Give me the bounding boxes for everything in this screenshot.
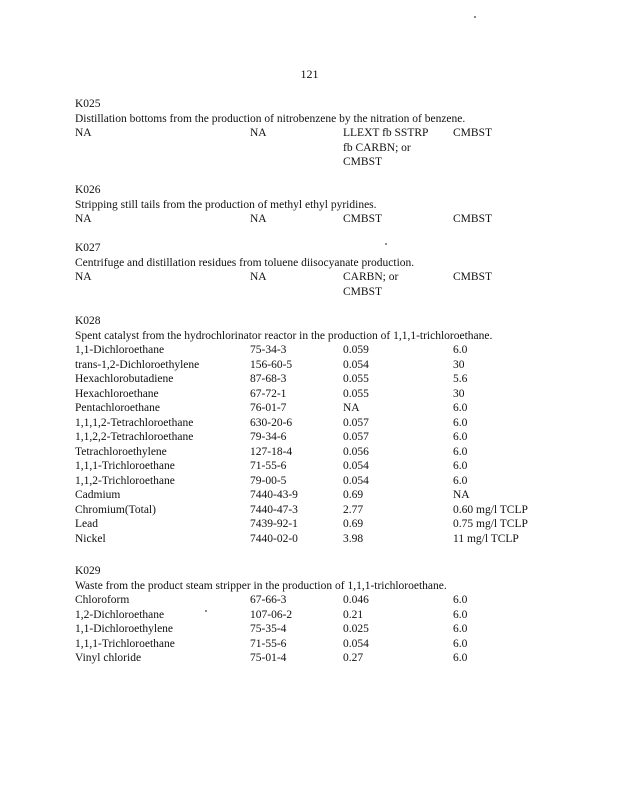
constituent-row xyxy=(75,503,555,518)
cas-number: 75-34-3 xyxy=(250,344,287,356)
nonwastewater-standard: 6.0 xyxy=(453,402,468,414)
col1-value: NA xyxy=(75,127,92,139)
constituent-table xyxy=(75,593,555,666)
col3-line: fb CARBN; or xyxy=(343,141,411,154)
waste-description: Distillation bottoms from the production of nitrobenzene by the nitration of benzene. xyxy=(75,112,466,125)
constituent-row xyxy=(75,401,555,416)
waste-code: K028 xyxy=(75,315,101,327)
col3-line: CARBN; or xyxy=(343,271,399,283)
wastewater-standard: 0.054 xyxy=(343,474,369,487)
scan-speck xyxy=(205,610,207,612)
waste-description: Waste from the product steam stripper in the production of 1,1,1-trichloroethane. xyxy=(75,579,447,592)
constituent-name: 1,2-Dichloroethane xyxy=(75,608,165,621)
col3-value xyxy=(343,126,428,170)
nonwastewater-standard: 0.75 mg/l TCLP xyxy=(453,518,528,530)
nonwastewater-standard: 6.0 xyxy=(453,608,468,621)
nonwastewater-standard: 0.60 mg/l TCLP xyxy=(453,503,528,516)
wastewater-standard: 0.054 xyxy=(343,358,369,371)
constituent-row xyxy=(75,445,555,460)
wastewater-standard: 0.054 xyxy=(343,637,369,650)
cas-number: 71-55-6 xyxy=(250,460,287,472)
nonwastewater-standard: NA xyxy=(453,489,470,501)
wastewater-standard: 0.025 xyxy=(343,623,369,635)
constituent-name: Chloroform xyxy=(75,594,130,606)
nonwastewater-standard: 6.0 xyxy=(453,474,468,487)
col3-line: CMBST xyxy=(343,156,382,168)
constituent-name: Cadmium xyxy=(75,489,121,501)
nonwastewater-standard: 6.0 xyxy=(453,623,468,635)
col2-value: NA xyxy=(250,127,267,139)
wastewater-standard: NA xyxy=(343,402,360,414)
wastewater-standard: 0.046 xyxy=(343,594,369,606)
nonwastewater-standard: 30 xyxy=(453,387,465,400)
col4-value: CMBST xyxy=(453,127,492,139)
wastewater-standard: 0.69 xyxy=(343,489,364,501)
waste-section-k028 xyxy=(75,314,555,546)
constituent-row xyxy=(75,622,555,637)
col3-line: LLEXT fb SSTRP xyxy=(343,127,429,139)
nonwastewater-standard: 6.0 xyxy=(453,344,468,356)
treatment-row xyxy=(75,212,555,227)
waste-code: K029 xyxy=(75,565,101,577)
wastewater-standard: 0.055 xyxy=(343,373,369,385)
wastewater-standard: 0.054 xyxy=(343,460,369,472)
col4-value: CMBST xyxy=(453,271,492,283)
constituent-name: Tetrachloroethylene xyxy=(75,445,167,458)
cas-number: 7440-43-9 xyxy=(250,489,298,501)
wastewater-standard: 0.059 xyxy=(343,344,369,356)
constituent-name: 1,1-Dichloroethane xyxy=(75,344,165,356)
waste-description: Stripping still tails from the production of methyl ethyl pyridines. xyxy=(75,198,377,211)
constituent-name: 1,1,2,2-Tetrachloroethane xyxy=(75,431,194,443)
nonwastewater-standard: 6.0 xyxy=(453,416,468,429)
constituent-name: trans-1,2-Dichloroethylene xyxy=(75,358,200,371)
constituent-row xyxy=(75,651,555,666)
constituent-row xyxy=(75,416,555,431)
constituent-row xyxy=(75,488,555,503)
constituent-row xyxy=(75,343,555,358)
cas-number: 156-60-5 xyxy=(250,358,293,371)
col3-line: CMBST xyxy=(343,285,382,298)
nonwastewater-standard: 5.6 xyxy=(453,373,468,385)
page-number: 121 xyxy=(300,67,319,81)
waste-section-k029 xyxy=(75,564,555,666)
cas-number: 87-68-3 xyxy=(250,373,287,385)
wastewater-standard: 2.77 xyxy=(343,503,364,516)
col3-value xyxy=(343,270,398,299)
cas-number: 71-55-6 xyxy=(250,637,287,650)
constituent-row xyxy=(75,474,555,489)
cas-number: 7440-47-3 xyxy=(250,503,298,516)
scan-speck xyxy=(474,16,476,18)
constituent-name: Hexachloroethane xyxy=(75,387,159,400)
constituent-name: Vinyl chloride xyxy=(75,652,142,664)
cas-number: 67-72-1 xyxy=(250,387,287,400)
nonwastewater-standard: 6.0 xyxy=(453,652,468,664)
constituent-name: Nickel xyxy=(75,532,106,545)
waste-code: K025 xyxy=(75,98,101,110)
cas-number: 127-18-4 xyxy=(250,445,293,458)
constituent-row xyxy=(75,459,555,474)
cas-number: 107-06-2 xyxy=(250,608,293,621)
cas-number: 76-01-7 xyxy=(250,402,287,414)
waste-code: K027 xyxy=(75,242,101,254)
treatment-row xyxy=(75,126,555,170)
waste-code: K026 xyxy=(75,184,101,196)
nonwastewater-standard: 6.0 xyxy=(453,445,468,458)
wastewater-standard: 0.055 xyxy=(343,387,369,400)
constituent-row xyxy=(75,430,555,445)
nonwastewater-standard: 30 xyxy=(453,358,465,371)
constituent-row xyxy=(75,637,555,652)
constituent-name: 1,1-Dichloroethylene xyxy=(75,623,174,635)
constituent-row xyxy=(75,358,555,373)
constituent-name: 1,1,2-Trichloroethane xyxy=(75,474,175,487)
nonwastewater-standard: 6.0 xyxy=(453,594,468,606)
col2-value: NA xyxy=(250,271,267,283)
nonwastewater-standard: 6.0 xyxy=(453,637,468,650)
constituent-name: 1,1,1-Trichloroethane xyxy=(75,637,175,650)
waste-section-k026 xyxy=(75,183,555,227)
cas-number: 630-20-6 xyxy=(250,416,293,429)
wastewater-standard: 0.056 xyxy=(343,445,369,458)
wastewater-standard: 3.98 xyxy=(343,532,364,545)
cas-number: 79-34-6 xyxy=(250,431,287,443)
constituent-row xyxy=(75,608,555,623)
cas-number: 75-01-4 xyxy=(250,652,287,664)
constituent-table xyxy=(75,343,555,546)
col4-value: CMBST xyxy=(453,213,492,225)
wastewater-standard: 0.057 xyxy=(343,431,369,443)
cas-number: 79-00-5 xyxy=(250,474,287,487)
constituent-row xyxy=(75,532,555,547)
treatment-row xyxy=(75,270,555,300)
cas-number: 7439-92-1 xyxy=(250,518,298,530)
nonwastewater-standard: 11 mg/l TCLP xyxy=(453,532,519,545)
constituent-name: Lead xyxy=(75,518,98,530)
cas-number: 75-35-4 xyxy=(250,623,287,635)
col3-value: CMBST xyxy=(343,213,382,225)
col1-value: NA xyxy=(75,213,92,225)
constituent-row xyxy=(75,372,555,387)
constituent-name: 1,1,1,2-Tetrachloroethane xyxy=(75,416,194,429)
waste-description: Centrifuge and distillation residues from toluene diisocyanate production. xyxy=(75,256,415,269)
nonwastewater-standard: 6.0 xyxy=(453,431,468,443)
constituent-name: Chromium(Total) xyxy=(75,503,156,516)
constituent-row xyxy=(75,517,555,532)
waste-section-k025 xyxy=(75,97,555,170)
constituent-name: 1,1,1-Trichloroethane xyxy=(75,460,175,472)
waste-description: Spent catalyst from the hydrochlorinator reactor in the production of 1,1,1-trichloroethane. xyxy=(75,329,493,342)
constituent-row xyxy=(75,593,555,608)
cas-number: 67-66-3 xyxy=(250,594,287,606)
cas-number: 7440-02-0 xyxy=(250,532,298,545)
wastewater-standard: 0.27 xyxy=(343,652,364,664)
nonwastewater-standard: 6.0 xyxy=(453,460,468,472)
wastewater-standard: 0.69 xyxy=(343,518,364,530)
waste-section-k027 xyxy=(75,241,555,300)
scan-speck xyxy=(385,243,387,245)
wastewater-standard: 0.21 xyxy=(343,608,364,621)
constituent-row xyxy=(75,387,555,402)
constituent-name: Pentachloroethane xyxy=(75,402,160,414)
wastewater-standard: 0.057 xyxy=(343,416,369,429)
constituent-name: Hexachlorobutadiene xyxy=(75,373,174,385)
col1-value: NA xyxy=(75,271,92,283)
col2-value: NA xyxy=(250,213,267,225)
